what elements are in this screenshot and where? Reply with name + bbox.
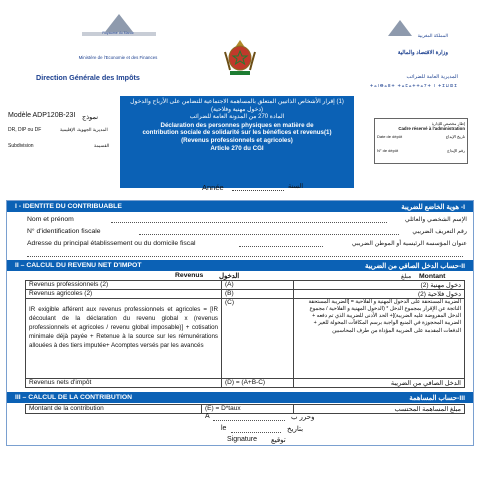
dr-label: DR, DIP ou DF [8, 127, 42, 133]
name-field[interactable] [111, 222, 387, 223]
revenus-header: Revenus [175, 272, 204, 279]
reserved-ar-title: إطار مخصص للإدارة [431, 121, 465, 126]
subdivision-ar-label: القسيمة [94, 143, 110, 148]
year-ar-label: السنة [288, 183, 304, 190]
title-ar-line3: المادة 270 من المدونة العامة للضرائب [189, 114, 285, 120]
declaration-form [6, 200, 474, 446]
dg-ar-label: المديرية العامة للضرائب [406, 74, 458, 80]
signature-label: Signature [227, 436, 257, 443]
date-ar-label: بتاريخ [287, 426, 304, 433]
ir-due-label: IR exigible afférent aux revenus professionnels et agricoles = [IR découlant de la déclaration du revenu global x (revenus professionnels et agricoles / revenu global imposable)] + cotisation minimale déjà payée + Retenue à la source sur les rémunérations allouées à des tiers imputée+ Acomptes versés par les avancés [26, 299, 222, 379]
address-label: Adresse du principal établissement ou du domicile fiscal [27, 240, 196, 247]
ir-due-code: (C) [222, 299, 294, 379]
place-label: A [205, 413, 210, 420]
kingdom-ar-label: المملكة المغربية [417, 33, 448, 38]
section-identity-title: I - IDENTITE DU CONTRIBUABLE [15, 203, 122, 210]
royal-crest-icon [222, 38, 258, 78]
subdivision-label: Subdivision [8, 143, 34, 149]
prof-income-ar-label: دخول مهنية (2) [294, 281, 465, 290]
net-income-code: (D) = (A+B-C) [222, 379, 294, 388]
title-ar-line1: (1) إقرار الأشخاص الذاتيين المتعلق بالمساهمة الاجتماعية للتضامن على الأرباح والدخول [130, 99, 344, 105]
address-field-line2[interactable] [27, 256, 463, 257]
net-income-label: Revenus nets d'impôt [26, 379, 222, 388]
tax-id-ar-label: رقم التعريف الضريبي [412, 228, 467, 235]
section-income-ar-title: II-حساب الدخل الصافي من الضريبة [364, 263, 465, 270]
revenus-ar-header: الدخول [219, 273, 240, 280]
admin-reserved-box [374, 118, 468, 164]
signature-ar-label: توقيع [271, 437, 286, 444]
table-row [26, 290, 465, 299]
contribution-amount-code: (E) = D*taux [202, 405, 294, 414]
ir-due-ar-label: الضريبة المستحقة على الدخول المهنية و الفلاحية = [الضريبة المستحقة الناتجة عن الإقرار بمجموع الدخل * (الدخول المهنية و الفلاحية / مجموع الدخل المفروضة عليه الضريبة)]+ الحد الأدنى للضريبة الذي تم دفعه + الضريبة المحجوزة في المنبع الواجبة برسم المكافآت المخولة للغير + الدفعات المقدمة على الضريبة المؤداة من طرف المحاسبين [294, 299, 465, 379]
deposit-date-ar-label: تاريخ الإيداع [445, 134, 465, 139]
dg-label: Direction Générale des Impôts [36, 73, 140, 82]
tax-id-label: N° d'identification fiscale [27, 228, 101, 235]
contribution-amount-label: Montant de la contribution [26, 405, 202, 414]
ministry-ar-label: وزارة الاقتصاد والمالية [397, 50, 448, 56]
declaration-title-box [120, 96, 354, 188]
dgi-logo-shape [105, 14, 133, 32]
ministry-label: Ministère de l'Economie et des Finances [78, 55, 158, 60]
section-income-title: II – CALCUL DU REVENU NET D'IMPOT [15, 262, 142, 269]
agri-income-label: Revenus agricoles (2) [26, 290, 222, 299]
contribution-table [25, 404, 465, 414]
section-income-header [7, 260, 473, 271]
section-contribution-title: III – CALCUL DE LA CONTRIBUTION [15, 394, 133, 401]
deposit-number-ar-label: رقم الإيداع [447, 148, 465, 153]
prof-income-code: (A) [222, 281, 294, 290]
title-ar-line2: (دخول مهنية وفلاحية) [210, 106, 264, 113]
contribution-amount-ar-label: مبلغ المساهمة المحتسب [294, 405, 465, 414]
income-table [25, 280, 465, 388]
year-label: Année [202, 183, 224, 192]
title-fr-line4: Article 270 du CGI [210, 144, 264, 152]
montant-header: Montant [419, 273, 446, 280]
dg-tifinagh-label: ⵜⴰⵏⴱⴰⴹⵜ ⵜⴰⵎⴰⵜⵜⴰⵢⵜ ⵏ ⵜⵉⵡⵙⵉ [370, 83, 458, 88]
section-contribution-ar-title: III-حساب المساهمة [409, 395, 465, 402]
title-fr-line3: (Revenus professionnels et agricoles) [181, 137, 293, 144]
deposit-number-label: N° de dépôt [377, 148, 399, 153]
table-row [26, 405, 465, 414]
table-row [26, 379, 465, 388]
section-identity-header [7, 201, 473, 212]
net-income-ar-label: الدخل الصافي من الضريبة [294, 379, 465, 388]
name-label: Nom et prénom [27, 216, 74, 223]
prof-income-label: Revenus professionnels (2) [26, 281, 222, 290]
model-code: Modèle ADP120B-23I [8, 112, 76, 119]
date-label: le [221, 425, 227, 432]
title-fr-line1: Déclaration des personnes physiques en matière de [160, 121, 314, 129]
tax-id-field[interactable] [139, 234, 399, 235]
year-field[interactable] [232, 190, 284, 191]
address-field[interactable] [239, 246, 323, 247]
section-contribution-header [7, 392, 473, 403]
deposit-date-label: Date de dépôt [377, 134, 403, 139]
title-fr-line2: contribution sociale de solidarité sur les bénéfices et revenus(1) [142, 129, 332, 137]
agri-income-code: (B) [222, 290, 294, 299]
table-row [26, 299, 465, 379]
agri-income-ar-label: دخول فلاحية (2) [294, 290, 465, 299]
kingdom-label: Royaume du Maroc [102, 31, 134, 35]
reserved-fr-title: Cadre réservé à l'administration [398, 126, 465, 131]
table-row [26, 281, 465, 290]
place-ar-label: وحرر ب [291, 414, 315, 421]
address-ar-label: عنوان المؤسسة الرئيسية أو الموطن الضريبي [351, 240, 467, 247]
date-field[interactable] [231, 432, 281, 433]
montant-ar-header: مبلغ [401, 274, 412, 280]
dr-ar-label: المديرية الجهوية، الإقليمية [60, 127, 108, 132]
place-field[interactable] [213, 420, 285, 421]
name-ar-label: الإسم الشخصي والعائلي [404, 216, 467, 223]
section-identity-ar-title: I- هوية الخاضع للضريبة [401, 204, 465, 211]
model-code-ar: نموذج [82, 114, 99, 121]
